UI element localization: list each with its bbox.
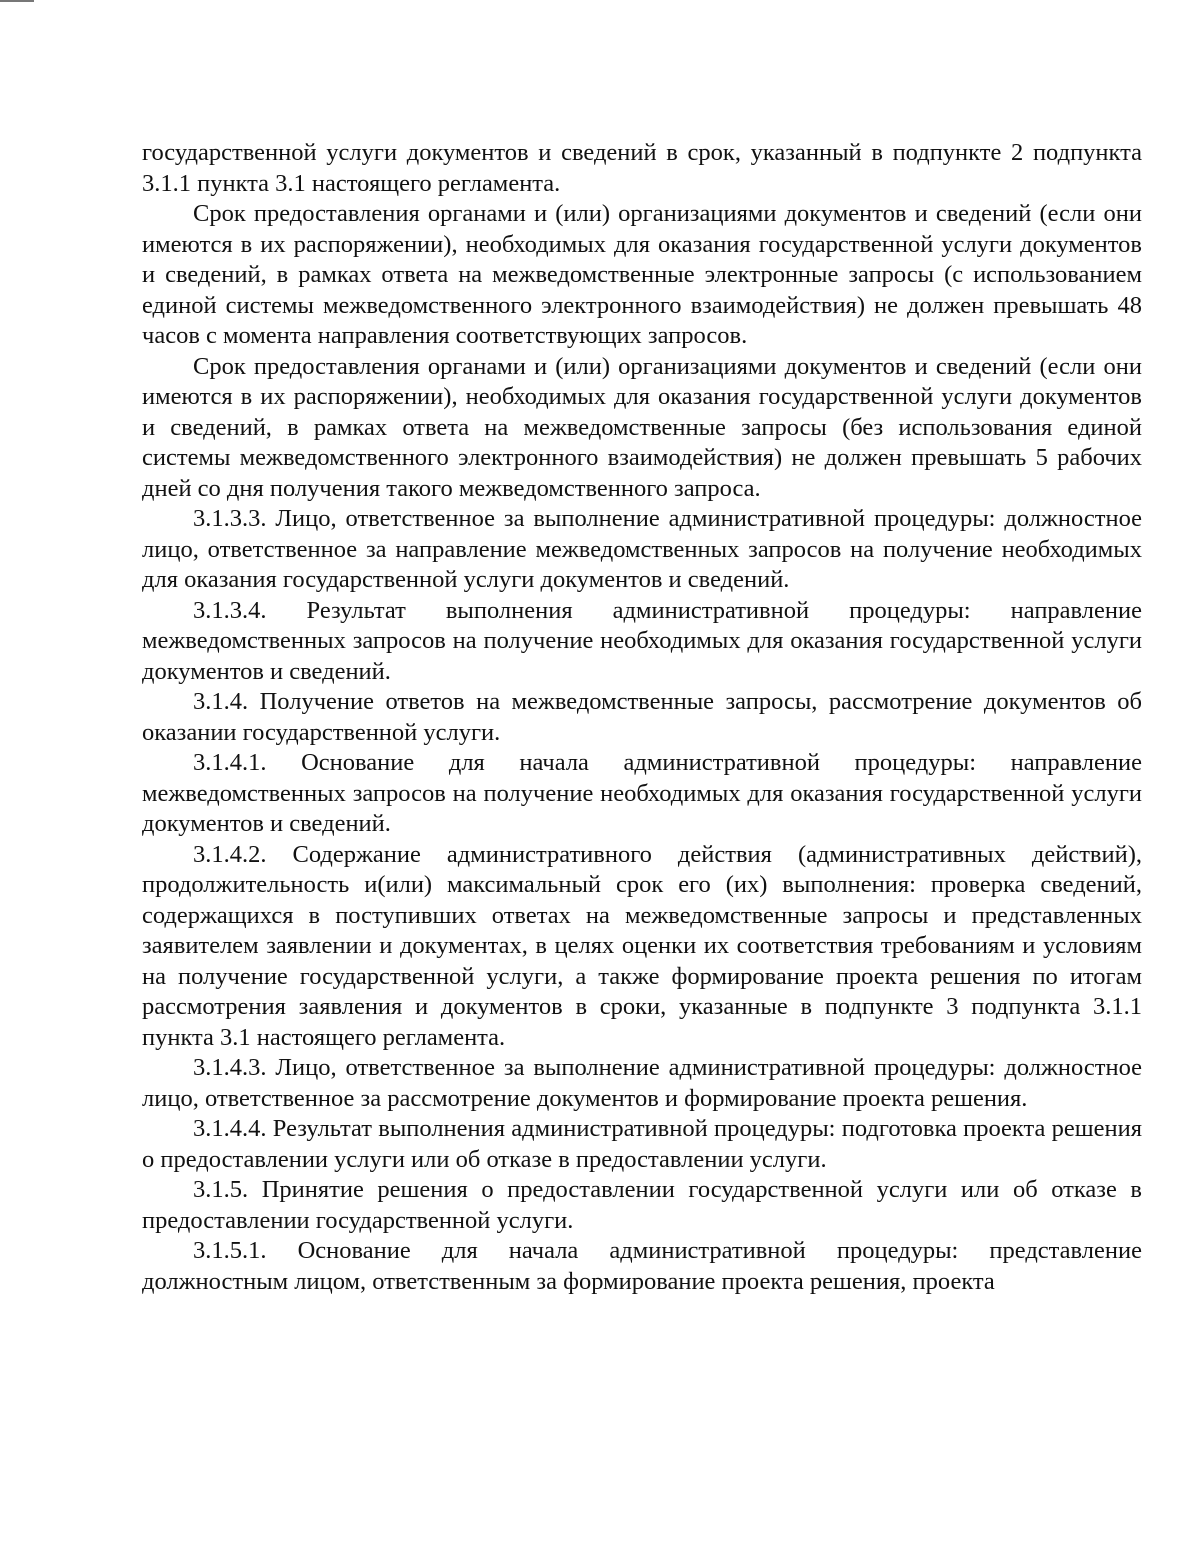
paragraph-electronic-requests-term: Срок предоставления органами и (или) организациями документов и сведений (если они имеются в их распоряжении), необходимых для оказания государственной услуги документов и сведений, в рамках ответа на межведомственные электронные запросы (с использованием единой системы межведомственного электронного взаимодействия) не должен превышать 48 часов с момента направления соответствующих запросов. <box>142 200 1142 349</box>
paragraph-3-1-3-3: 3.1.3.3. Лицо, ответственное за выполнение административной процедуры: должностное лицо, ответственное за направление межведомственных запросов на получение необходимых для оказания государственной услуги документов и сведений. <box>142 505 1142 593</box>
document-page <box>142 138 1142 1297</box>
paragraph-3-1-4-3: 3.1.4.3. Лицо, ответственное за выполнение административной процедуры: должностное лицо, ответственное за рассмотрение документов и формирование проекта решения. <box>142 1054 1142 1112</box>
paragraph-3-1-5: 3.1.5. Принятие решения о предоставлении государственной услуги или об отказе в предоставлении государственной услуги. <box>142 1176 1142 1234</box>
paragraph-3-1-3-4: 3.1.3.4. Результат выполнения административной процедуры: направление межведомственных запросов на получение необходимых для оказания государственной услуги документов и сведений. <box>142 596 1142 685</box>
scan-corner-mark <box>0 0 34 12</box>
paragraph-continuation: государственной услуги документов и сведений в срок, указанный в подпункте 2 подпункта 3.1.1 пункта 3.1 настоящего регламента. <box>142 139 1142 197</box>
paragraph-3-1-4-1: 3.1.4.1. Основание для начала административной процедуры: направление межведомственных запросов на получение необходимых для оказания государственной услуги документов и сведений. <box>142 749 1142 837</box>
paragraph-3-1-5-1: 3.1.5.1. Основание для начала административной процедуры: представление должностным лицом, ответственным за формирование проекта решения, проекта <box>142 1237 1142 1295</box>
paragraph-non-electronic-requests-term: Срок предоставления органами и (или) организациями документов и сведений (если они имеются в их распоряжении), необходимых для оказания государственной услуги документов и сведений, в рамках ответа на межведомственные запросы (без использования единой системы межведомственного электронного взаимодействия) не должен превышать 5 рабочих дней со дня получения такого межведомственного запроса. <box>142 352 1142 502</box>
paragraph-3-1-4: 3.1.4. Получение ответов на межведомственные запросы, рассмотрение документов об оказании государственной услуги. <box>142 688 1142 746</box>
paragraph-3-1-4-2: 3.1.4.2. Содержание административного действия (административных действий), продолжительность и(или) максимальный срок его (их) выполнения: проверка сведений, содержащихся в поступивших ответах на межведомственные запросы и представленных заявителем заявлении и документах, в целях оценки их соответствия требованиям и условиям на получение государственной услуги, а также формирование проекта решения по итогам рассмотрения заявления и документов в сроки, указанные в подпункте 3 подпункта 3.1.1 пункта 3.1 настоящего регламента. <box>142 840 1142 1051</box>
paragraph-3-1-4-4: 3.1.4.4. Результат выполнения административной процедуры: подготовка проекта решения о предоставлении услуги или об отказе в предоставлении услуги. <box>142 1115 1142 1173</box>
